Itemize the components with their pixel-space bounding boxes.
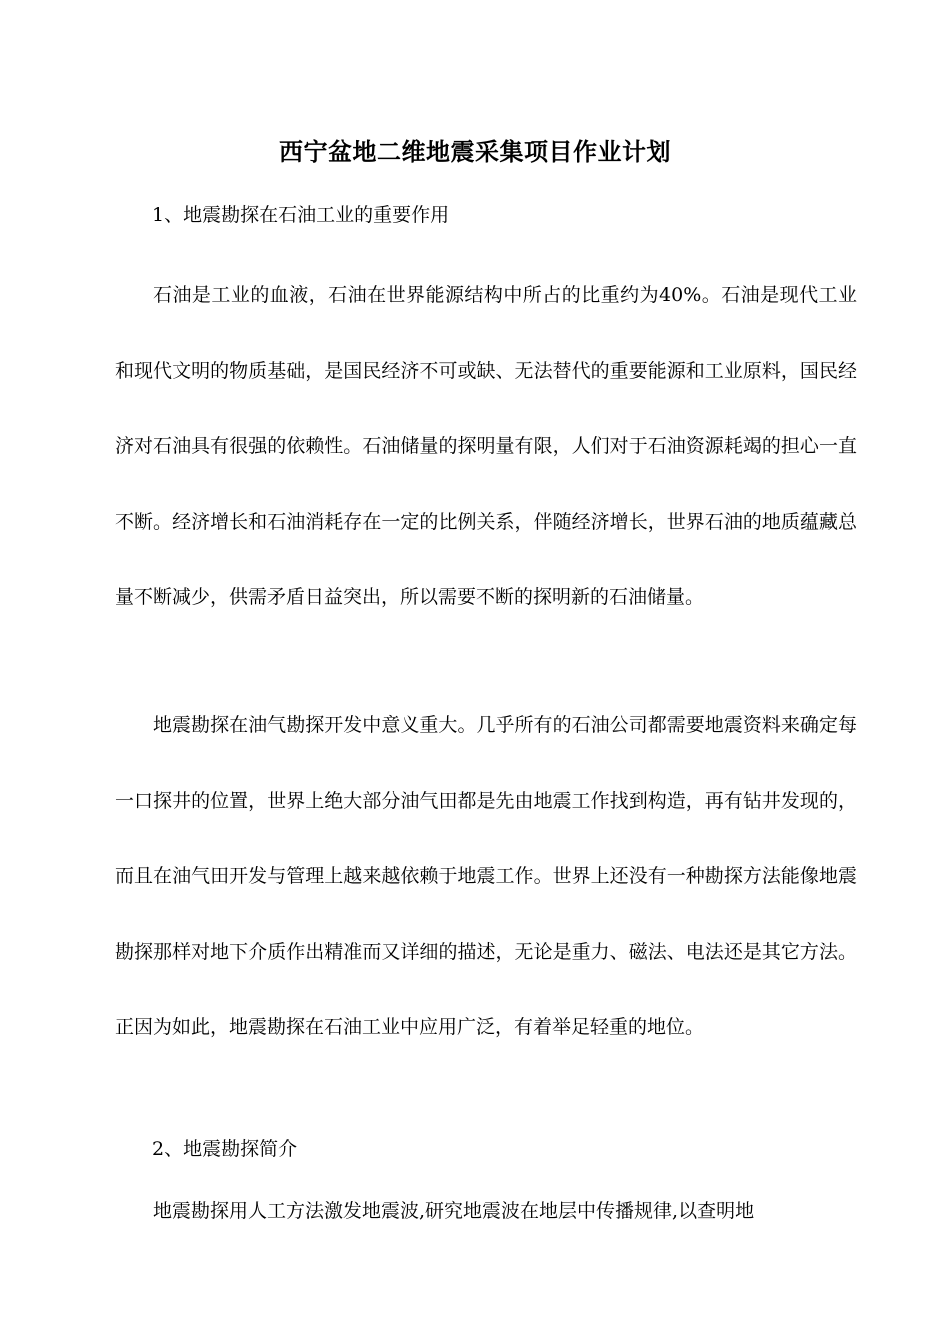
paragraph-oil-importance: 石油是工业的血液，石油在世界能源结构中所占的比重约为40%。石油是现代工业和现代文明的物质基础，是国民经济不可或缺、无法替代的重要能源和工业原料，国民经济对石油具有很强的依赖性。石油储量的探明量有限，人们对于石油资源耗竭的担心一直不断。经济增长和石油消耗存在一定的比例关系，伴随经济增长，世界石油的地质蕴藏总量不断减少，供需矛盾日益突出，所以需要不断的探明新的石油储量。: [115, 284, 857, 609]
section-heading-2: 2、地震勘探简介: [152, 1138, 298, 1160]
section-heading-1: 1、地震勘探在石油工业的重要作用: [152, 204, 450, 226]
paragraph-seismic-intro: 地震勘探用人工方法激发地震波,研究地震波在地层中传播规律,以查明地: [153, 1200, 755, 1222]
paragraph-seismic-significance: 地震勘探在油气勘探开发中意义重大。几乎所有的石油公司都需要地震资料来确定每一口探井的位置，世界上绝大部分油气田都是先由地震工作找到构造，再有钻井发现的，而且在油气田开发与管理上越来越依赖于地震工作。世界上还没有一种勘探方法能像地震勘探那样对地下介质作出精准而又详细的描述，无论是重力、磁法、电法还是其它方法。正因为如此，地震勘探在石油工业中应用广泛，有着举足轻重的地位。: [115, 714, 857, 1039]
document-title: 西宁盆地二维地震采集项目作业计划: [279, 137, 671, 166]
